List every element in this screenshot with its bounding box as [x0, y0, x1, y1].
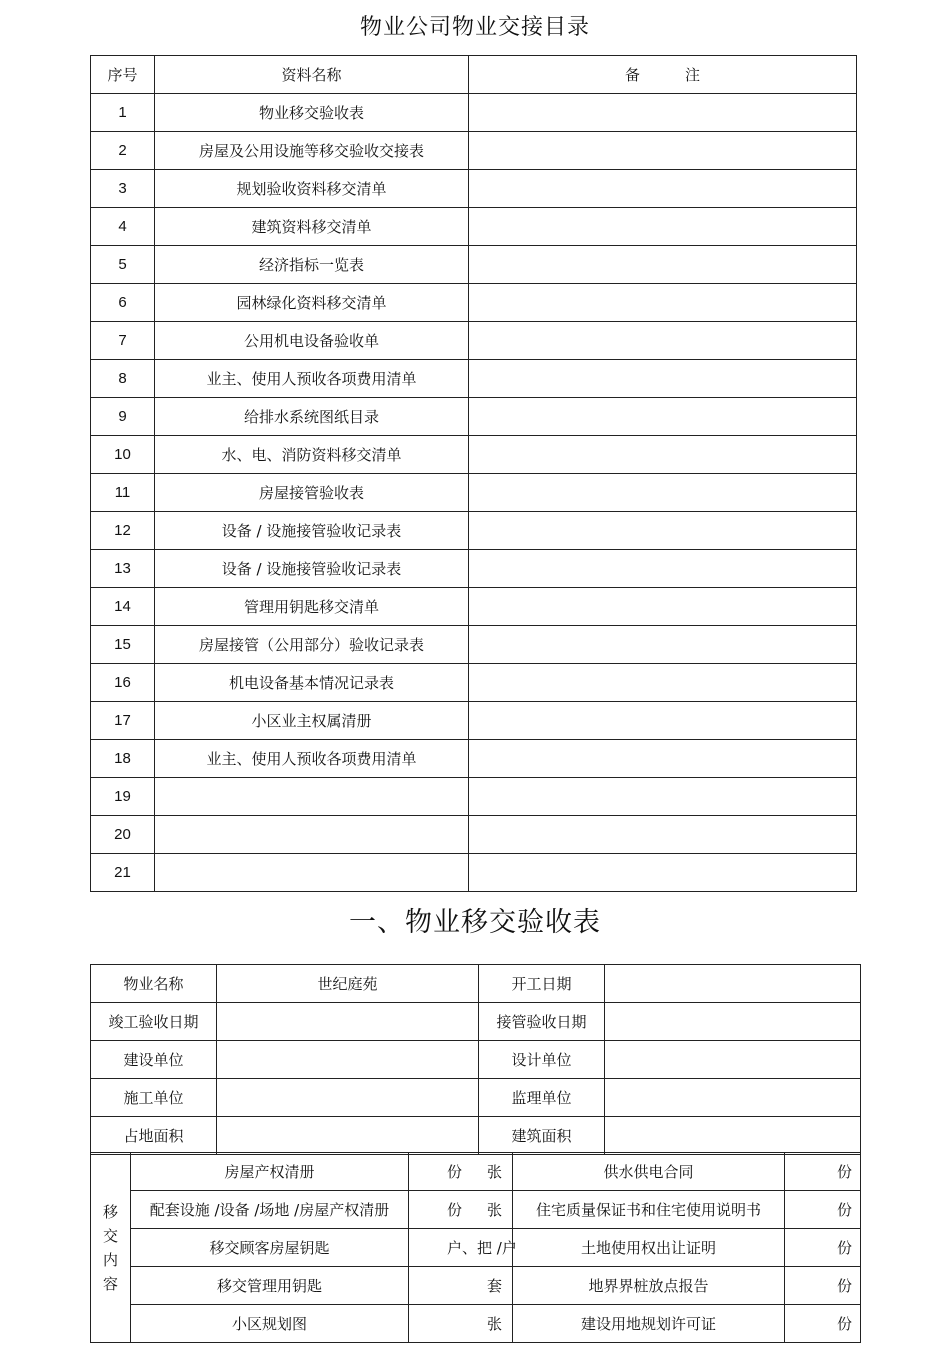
info-value-right: [605, 1079, 861, 1117]
toc-row: [91, 94, 857, 132]
info-value-right: [605, 1117, 861, 1155]
handover-item-left: 移交管理用钥匙: [131, 1267, 409, 1305]
toc-row-no: 18: [91, 740, 155, 778]
toc-row-remark: [469, 436, 857, 474]
toc-header-name: 资料名称: [155, 56, 469, 94]
toc-row-name: [155, 854, 469, 892]
info-value-left: [217, 1041, 479, 1079]
toc-row-name: 园林绿化资料移交清单: [155, 284, 469, 322]
toc-row-no: 19: [91, 778, 155, 816]
info-value-right: [605, 965, 861, 1003]
toc-row-no: 20: [91, 816, 155, 854]
handover-unit-right: 份: [785, 1153, 861, 1191]
info-label-right: 建筑面积: [479, 1117, 605, 1155]
toc-row: [91, 436, 857, 474]
toc-row: [91, 512, 857, 550]
toc-row-name: 房屋及公用设施等移交验收交接表: [155, 132, 469, 170]
toc-title: 物业公司物业交接目录: [359, 15, 590, 40]
toc-row-name: [155, 778, 469, 816]
toc-row-no: 7: [91, 322, 155, 360]
toc-row-no: 21: [91, 854, 155, 892]
toc-row-remark: [469, 246, 857, 284]
toc-row-remark: [469, 588, 857, 626]
handover-unit-right: 份: [785, 1305, 861, 1343]
toc-row: [91, 284, 857, 322]
toc-row-no: 12: [91, 512, 155, 550]
toc-row-remark: [469, 208, 857, 246]
toc-row-remark: [469, 664, 857, 702]
toc-row-no: 1: [91, 94, 155, 132]
toc-row-name: 给排水系统图纸目录: [155, 398, 469, 436]
toc-row-name: 水、电、消防资料移交清单: [155, 436, 469, 474]
property-info-table: [90, 964, 861, 1155]
toc-row-name: 设备 / 设施接管验收记录表: [155, 512, 469, 550]
property-info-row: [91, 1117, 861, 1155]
toc-row-name: 业主、使用人预收各项费用清单: [155, 360, 469, 398]
toc-row-no: 17: [91, 702, 155, 740]
toc-row-no: 10: [91, 436, 155, 474]
handover-item-left: 房屋产权清册: [131, 1153, 409, 1191]
handover-row: [91, 1191, 861, 1229]
toc-row: [91, 664, 857, 702]
toc-row-no: 11: [91, 474, 155, 512]
handover-unit-left-b: 套: [486, 1277, 502, 1295]
info-label-right: 监理单位: [479, 1079, 605, 1117]
form-title: 一、物业移交验收表: [349, 907, 601, 938]
handover-row: [91, 1229, 861, 1267]
handover-item-right: 供水供电合同: [513, 1153, 785, 1191]
toc-row-remark: [469, 854, 857, 892]
toc-row: [91, 474, 857, 512]
toc-row-name: 经济指标一览表: [155, 246, 469, 284]
toc-row-name: 小区业主权属清册: [155, 702, 469, 740]
info-label-left: 建设单位: [91, 1041, 217, 1079]
toc-row-name: 业主、使用人预收各项费用清单: [155, 740, 469, 778]
handover-item-right: 住宅质量保证书和住宅使用说明书: [513, 1191, 785, 1229]
info-label-left: 施工单位: [91, 1079, 217, 1117]
toc-row-no: 16: [91, 664, 155, 702]
handover-unit-left: [409, 1153, 513, 1191]
handover-item-left: 配套设施 /设备 /场地 /房屋产权清册: [131, 1191, 409, 1229]
handover-unit-left-a: 份: [447, 1163, 463, 1181]
toc-row: [91, 626, 857, 664]
info-value-left: [217, 1079, 479, 1117]
toc-row-name: 规划验收资料移交清单: [155, 170, 469, 208]
handover-row: [91, 1267, 861, 1305]
toc-row-name: 设备 / 设施接管验收记录表: [155, 550, 469, 588]
handover-item-left: 移交顾客房屋钥匙: [131, 1229, 409, 1267]
toc-row-no: 13: [91, 550, 155, 588]
property-info-row: [91, 1041, 861, 1079]
toc-header-remark: 备 注: [469, 56, 857, 94]
toc-row-name: 建筑资料移交清单: [155, 208, 469, 246]
handover-item-right: 建设用地规划许可证: [513, 1305, 785, 1343]
info-label-left: 占地面积: [91, 1117, 217, 1155]
handover-item-left: 小区规划图: [131, 1305, 409, 1343]
info-value-left: [217, 1003, 479, 1041]
handover-item-right: 地界界桩放点报告: [513, 1267, 785, 1305]
toc-row: [91, 740, 857, 778]
toc-row-name: 房屋接管（公用部分）验收记录表: [155, 626, 469, 664]
toc-row-no: 5: [91, 246, 155, 284]
toc-row: [91, 588, 857, 626]
toc-row: [91, 170, 857, 208]
toc-row-name: 物业移交验收表: [155, 94, 469, 132]
toc-row-name: 机电设备基本情况记录表: [155, 664, 469, 702]
toc-row: [91, 246, 857, 284]
toc-row-remark: [469, 94, 857, 132]
handover-unit-left-b: 把 /户: [477, 1239, 517, 1257]
toc-row-remark: [469, 740, 857, 778]
property-info-row: [91, 1079, 861, 1117]
toc-row: [91, 132, 857, 170]
toc-row-remark: [469, 398, 857, 436]
toc-row-remark: [469, 474, 857, 512]
toc-row-remark: [469, 816, 857, 854]
handover-unit-right: 份: [785, 1267, 861, 1305]
info-value-left: 世纪庭苑: [217, 965, 479, 1003]
toc-row-remark: [469, 778, 857, 816]
toc-row-remark: [469, 512, 857, 550]
handover-unit-left-b: 张: [486, 1201, 502, 1219]
info-value-right: [605, 1041, 861, 1079]
info-value-right: [605, 1003, 861, 1041]
info-value-left: [217, 1117, 479, 1155]
toc-row-no: 9: [91, 398, 155, 436]
toc-row-name: 管理用钥匙移交清单: [155, 588, 469, 626]
info-label-left: 物业名称: [91, 965, 217, 1003]
toc-row-no: 2: [91, 132, 155, 170]
toc-row: [91, 854, 857, 892]
handover-row: [91, 1153, 861, 1191]
toc-header-no: 序号: [91, 56, 155, 94]
handover-item-right: 土地使用权出让证明: [513, 1229, 785, 1267]
handover-unit-left-b: 张: [486, 1163, 502, 1181]
toc-row-no: 15: [91, 626, 155, 664]
handover-unit-right: 份: [785, 1191, 861, 1229]
toc-header-row: [91, 56, 857, 94]
toc-row-remark: [469, 322, 857, 360]
toc-row: [91, 550, 857, 588]
info-label-right: 接管验收日期: [479, 1003, 605, 1041]
handover-unit-left: [409, 1267, 513, 1305]
handover-unit-left-a: 户、: [447, 1239, 478, 1257]
toc-row-name: 公用机电设备验收单: [155, 322, 469, 360]
handover-unit-left: [409, 1191, 513, 1229]
handover-unit-left-a: 份: [447, 1201, 463, 1219]
toc-row: [91, 778, 857, 816]
toc-row: [91, 322, 857, 360]
toc-row-remark: [469, 702, 857, 740]
info-label-right: 设计单位: [479, 1041, 605, 1079]
property-info-row: [91, 965, 861, 1003]
toc-row-no: 4: [91, 208, 155, 246]
toc-row-remark: [469, 284, 857, 322]
toc-row-no: 6: [91, 284, 155, 322]
toc-row: [91, 816, 857, 854]
toc-table: [90, 55, 857, 892]
handover-row: [91, 1305, 861, 1343]
handover-unit-left: [409, 1305, 513, 1343]
toc-row-remark: [469, 170, 857, 208]
handover-unit-left-b: 张: [486, 1315, 502, 1333]
toc-row-remark: [469, 550, 857, 588]
toc-row-no: 8: [91, 360, 155, 398]
property-info-row: [91, 1003, 861, 1041]
toc-row-name: [155, 816, 469, 854]
toc-row-no: 3: [91, 170, 155, 208]
toc-row-remark: [469, 360, 857, 398]
toc-row: [91, 360, 857, 398]
toc-row-remark: [469, 626, 857, 664]
handover-label: 移 交 内 容: [91, 1153, 131, 1343]
info-label-left: 竣工验收日期: [91, 1003, 217, 1041]
toc-row: [91, 398, 857, 436]
info-label-right: 开工日期: [479, 965, 605, 1003]
toc-row-name: 房屋接管验收表: [155, 474, 469, 512]
handover-unit-right: 份: [785, 1229, 861, 1267]
toc-row: [91, 208, 857, 246]
handover-unit-left: [409, 1229, 517, 1267]
toc-row-remark: [469, 132, 857, 170]
toc-row-no: 14: [91, 588, 155, 626]
handover-table: [90, 1152, 861, 1343]
toc-row: [91, 702, 857, 740]
